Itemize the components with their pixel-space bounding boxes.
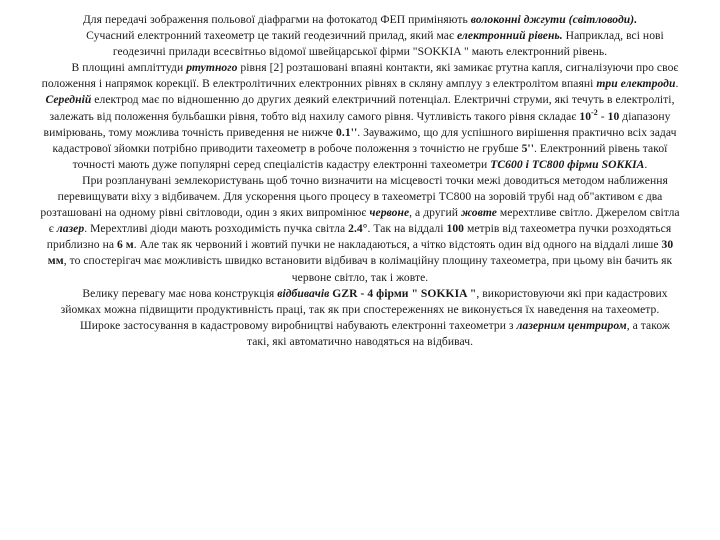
- value-distance: 100: [446, 222, 465, 236]
- text-run: Велику перевагу має нова конструкція: [82, 286, 278, 300]
- term-yellow: жовте: [460, 206, 497, 220]
- value-range-upper: 10: [607, 109, 620, 123]
- text-run: електрод має по відношенню до других деякий електричний потенціал. Електричні струми, які течуть в електроліті, залежать від положення бульбашки рівня, тобто від нахилу самого рівня. Чутливість такого рівня складає: [49, 93, 675, 123]
- text-run: -: [597, 109, 608, 123]
- term-middle: Середній: [45, 93, 92, 107]
- value-sensitivity-exponent: -2: [591, 107, 598, 117]
- text-run: . Зауважимо, що для успішного вирішення практично всіх задач кадастрової зйомки потрібно приводити тахеометр в робоче положення з точністю не грубше: [52, 125, 677, 155]
- text-run: . Мерехтливі діоди мають розходимість пучка світла: [84, 222, 349, 236]
- text-run: . Так на віддалі: [367, 222, 447, 236]
- value-accuracy: 0.1'': [336, 125, 358, 139]
- text-run: При розпланувані землекористувань щоб точно визначити на місцевості точки межі доводиться методом наближення перевищувати віху з відбивачем. Для ускорення цього процесу в тахеометрі ТС800 на зоровій трубі над об"активом є два розташовані на одному рівні світловоди, один з яких випромінює: [40, 173, 668, 220]
- text-run: діапазону вимірювань, тому можлива точність приведення не нижче: [43, 109, 671, 139]
- value-sensitivity-base: 10: [579, 109, 592, 123]
- term-mercury: ртутного: [186, 61, 238, 75]
- text-run: Широке застосування в кадастровому виробництві набувають електронні тахеометри з: [80, 318, 517, 332]
- term-reflectors: відбивачів: [277, 286, 330, 300]
- text-run: мерехтливе світло. Джерелом світла є: [48, 206, 680, 236]
- text-run: Для передачі зображення польової діафрагми на фотокатод ФЕП приміняють: [82, 13, 471, 26]
- term-electronic-level: електронний рівень.: [456, 29, 563, 43]
- term-laser: лазер: [56, 222, 85, 236]
- paragraph-reflectors: [40, 286, 680, 318]
- term-three-electrodes: три електроди: [596, 77, 676, 91]
- text-run: метрів від тахеометра пучки розходяться приблизно на: [46, 222, 672, 252]
- text-run: .: [644, 157, 648, 171]
- text-run: Наприклад, всі нові геодезичні прилади всесвітньо відомої швейцарської фірми "SOKKIA " мають електронний рівень.: [112, 29, 664, 59]
- paragraph-electronic-level: [40, 28, 680, 60]
- term-red: червоне: [369, 206, 410, 220]
- term-gzr-4: GZR - 4 фірми " SOKKIA ": [329, 286, 477, 300]
- text-run: , то спостерігач має можливість швидко встановити відбивач в колімаційну площину тахеометра, при цьому він бачить як червоне світло, так і жовте.: [63, 254, 673, 284]
- value-gap: 30 мм: [47, 238, 674, 268]
- text-run: , використовуючи які при кадастрових зйомках можна підвищити продуктивність праці, так як при спостереженнях не виконується їх наведення на тахеометр.: [60, 286, 668, 316]
- text-run: . Але так як червоний і жовтий пучки не накладаються, а чітко відстоять один від одного на віддалі лише: [133, 238, 662, 252]
- term-fibre-bundles: волоконні джгути (світловоди).: [470, 13, 638, 26]
- value-divergence: 2.4°: [348, 222, 368, 236]
- value-spread: 6 м: [116, 238, 134, 252]
- paragraph-light-guides: [40, 173, 680, 286]
- value-required-accuracy: 5'': [521, 141, 534, 155]
- text-run: В площині ампліттуди: [71, 61, 187, 75]
- text-run: , а також такі, які автоматично наводяться на відбивач.: [246, 318, 670, 348]
- paragraph-fibre-optics: [40, 12, 680, 28]
- text-run: Сучасний електронний тахеометр це такий геодезичний прилад, який має: [86, 29, 457, 43]
- text-run: рівня [2] розташовані впаяні контакти, які замикає ртутна капля, сигналізуючи про своє положення і напрямок корекції. В електролітичних електронних рівнях в скляну амплуу з електролітом впаяні: [41, 61, 679, 91]
- text-run: .: [675, 77, 679, 91]
- text-run: , а другий: [409, 206, 461, 220]
- text-run: . Електронний рівень такої точності мають дуже популярні серед спеціалістів кадастру електронні тахеометри: [72, 141, 668, 171]
- paragraph-laser-plummet: [40, 318, 680, 350]
- term-laser-plummet: лазерним центриром: [516, 318, 627, 332]
- paragraph-level-types: [40, 60, 680, 173]
- term-tc600-tc800: ТС600 і ТС800 фірми SOKKIA: [490, 157, 645, 171]
